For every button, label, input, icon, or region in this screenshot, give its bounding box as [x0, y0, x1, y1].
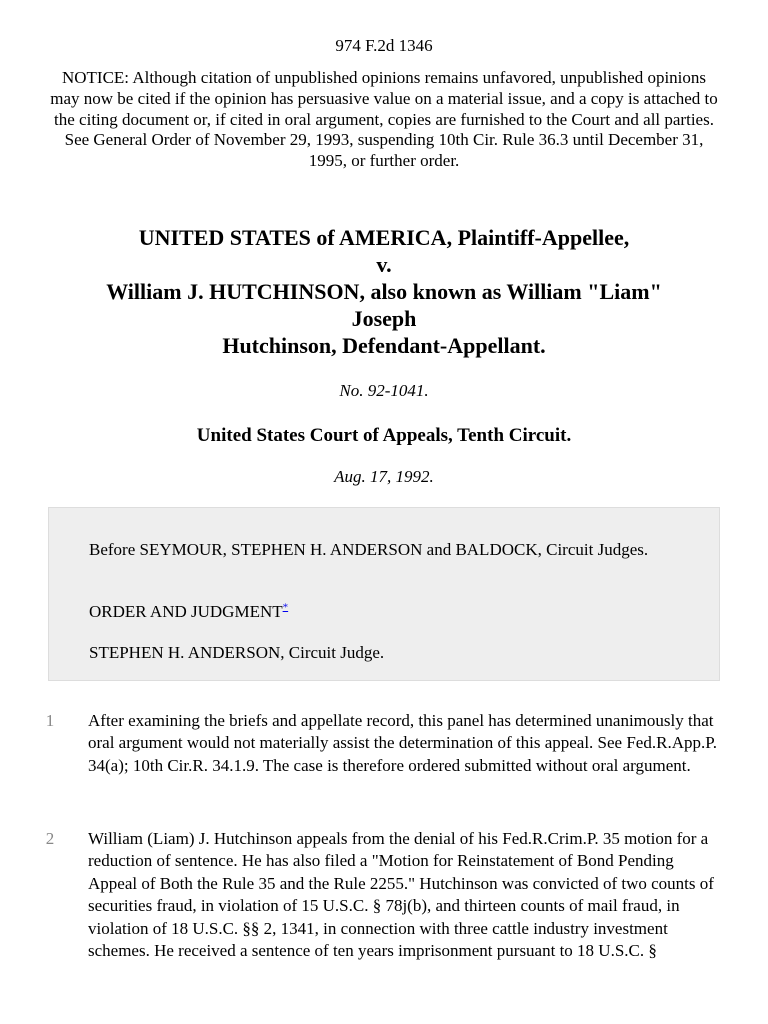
order-title-text: ORDER AND JUDGMENT	[89, 602, 283, 621]
unpublished-notice: NOTICE: Although citation of unpublished opinions remains unfavored, unpublished opinions may now be cited if the opinion has persuasive value on a material issue, and a copy is attached to the citing document or, if cited in oral argument, copies are furnished to the Court and all parties. See General Order of November 29, 1993, suspending 10th Cir. Rule 36.3 until December 31, 1995, or further order.	[50, 68, 718, 171]
caption-plaintiff: UNITED STATES of AMERICA, Plaintiff-Appellee,	[138, 225, 630, 250]
caption-defendant-line1: William J. HUTCHINSON, also known as William "Liam"	[106, 279, 662, 304]
paragraph-number: 1	[45, 711, 55, 730]
caption-versus: v.	[376, 252, 392, 277]
paragraph-text: William (Liam) J. Hutchinson appeals from the denial of his Fed.R.Crim.P. 35 motion for a reduction of sentence. He has also filed a "Motion for Reinstatement of Bond Pending Appeal of Both the Rule 35 and the Rule 2255." Hutchinson was convicted of two counts of securities fraud, in violation of 15 U.S.C. § 78j(b), and thirteen counts of mail fraud, in violation of 18 U.S.C. §§ 2, 1341, in connection with three cattle industry investment schemes. He received a sentence of ten years imprisonment pursuant to 18 U.S.C. §	[88, 829, 714, 961]
panel-judges: Before SEYMOUR, STEPHEN H. ANDERSON and BALDOCK, Circuit Judges.	[89, 540, 649, 559]
decision-date: Aug. 17, 1992.	[334, 467, 434, 486]
paragraph-number: 2	[45, 829, 55, 848]
court-name: United States Court of Appeals, Tenth Circuit.	[196, 425, 572, 446]
docket-number: No. 92-1041.	[339, 381, 429, 400]
panel-box	[48, 507, 720, 681]
caption-defendant-line2: Joseph	[351, 306, 417, 331]
footnote-link[interactable]: *	[282, 601, 289, 614]
case-citation: 974 F.2d 1346	[335, 36, 433, 55]
case-caption	[40, 224, 728, 359]
paragraph-text: After examining the briefs and appellate record, this panel has determined unanimously that oral argument would not materially assist the determination of this appeal. See Fed.R.App.P. 34(a); 10th Cir.R. 34.1.9. The case is therefore ordered submitted without oral argument.	[88, 711, 718, 775]
caption-defendant-line3: Hutchinson, Defendant-Appellant.	[222, 333, 546, 358]
authoring-judge: STEPHEN H. ANDERSON, Circuit Judge.	[89, 643, 385, 662]
order-title	[89, 601, 689, 622]
